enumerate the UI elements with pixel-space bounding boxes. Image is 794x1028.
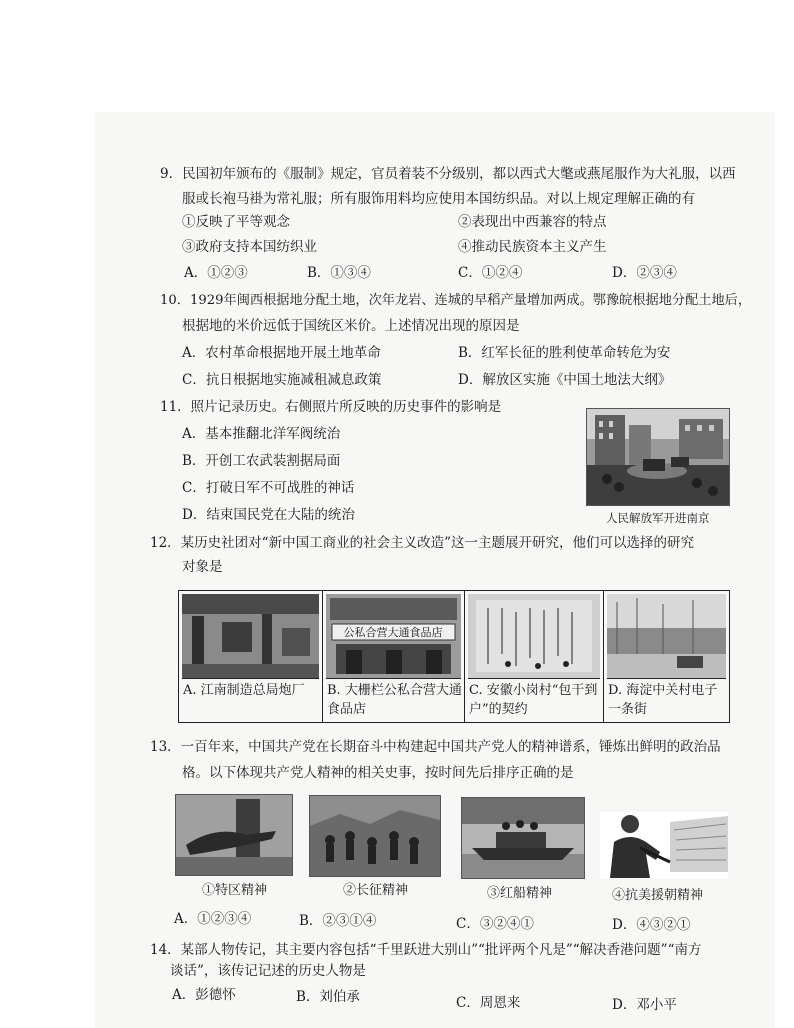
q12-option-c: C. 安徽小岗村“包干到户”的契约 [469,683,598,717]
q9-statement-2: ②表现出中西兼容的特点 [458,214,607,230]
q12-options-table [178,590,730,723]
q12-option-a-cell[interactable] [179,591,323,722]
q11-photo-caption: 人民解放军开进南京 [606,511,710,525]
q13-photo-1-label: ①特区精神 [202,883,268,898]
q11-option-a[interactable]: A．基本推翻北洋军阀统治 [182,426,341,442]
q12-photo-datong-store [326,594,461,679]
q12-photo-jiangnan-arsenal [182,594,319,679]
q14-option-c[interactable]: C．周恩来 [456,995,521,1011]
q13-option-d[interactable]: D．④③②① [612,917,691,933]
q11-photo-pla-nanjing [586,408,730,506]
q12-option-c-cell[interactable] [465,591,604,722]
q12-option-a: A. 江南制造总局炮厂 [183,683,305,698]
q9-option-c[interactable]: C．①②④ [458,265,523,281]
q12-photo-zhongguancun [607,594,726,679]
q13-photo-3-label: ③红船精神 [487,886,553,901]
q9-statement-1: ①反映了平等观念 [182,214,290,230]
q12-option-d-cell[interactable] [604,591,729,722]
q10-stem-line1: 10．1929年闽西根据地分配土地，次年龙岩、连城的早稻产量增加两成。鄂豫皖根据地分配土地后， [160,293,752,308]
q9-stem-line1: 9．民国初年颁布的《服制》规定，官员着装不分级别，都以西式大氅或燕尾服作为大礼服，以西 [160,166,736,182]
q13-photo-korea-war [600,812,728,878]
q12-option-b: B. 大栅栏公私合营大通食品店 [327,683,462,717]
q14-option-a[interactable]: A．彭德怀 [172,987,236,1003]
q13-photo-long-march [309,795,441,877]
q9-option-d[interactable]: D．②③④ [612,265,677,281]
q12-store-sign: 公私合营大通食品店 [343,626,443,639]
q10-option-c[interactable]: C．抗日根据地实施减租减息政策 [182,372,382,388]
q9-statement-4: ④推动民族资本主义产生 [458,239,607,255]
q13-option-c[interactable]: C．③②④① [456,916,534,932]
q12-option-b-cell[interactable] [323,591,465,722]
q14-stem-line2: 谈话”，该传记记述的历史人物是 [170,963,366,979]
q13-stem-line1: 13．一百年来，中国共产党在长期奋斗中构建起中国共产党人的精神谱系，锤炼出鲜明的政治品 [150,739,721,755]
q10-option-d[interactable]: D．解放区实施《中国土地法大纲》 [458,372,672,388]
q9-statement-3: ③政府支持本国纺织业 [182,239,317,255]
q13-stem-line2: 格。以下体现共产党人精神的相关史事，按时间先后排序正确的是 [182,765,574,781]
q12-stem-line2: 对象是 [182,559,223,575]
q10-option-b[interactable]: B．红军长征的胜利使革命转危为安 [458,345,671,361]
q14-stem-line1: 14．某部人物传记，其主要内容包括“千里跃进大别山”“批评两个凡是”“解决香港问题”“南方 [150,942,702,958]
q12-stem-line1: 12．某历史社团对“新中国工商业的社会主义改造”这一主题展开研究，他们可以选择的研究 [150,535,694,551]
q11-option-d[interactable]: D．结束国民党在大陆的统治 [182,507,355,523]
q11-option-b[interactable]: B．开创工农武装割据局面 [182,453,341,469]
q9-option-b[interactable]: B．①③④ [307,265,371,281]
q9-stem-line2: 服或长袍马褂为常礼服；所有服饰用料均应使用本国纺织品。对以上规定理解正确的有 [182,191,695,207]
q11-stem: 11．照片记录历史。右侧照片所反映的历史事件的影响是 [160,399,502,415]
q13-option-a[interactable]: A．①②③④ [174,911,252,927]
q13-photo-2-label: ②长征精神 [343,883,409,898]
q14-option-b[interactable]: B．刘伯承 [296,989,360,1005]
q9-option-a[interactable]: A．①②③ [184,265,248,281]
q10-option-a[interactable]: A．农村革命根据地开展土地革命 [182,345,381,361]
q11-option-c[interactable]: C．打破日军不可战胜的神话 [182,480,355,496]
q14-option-d[interactable]: D．邓小平 [612,997,677,1013]
q13-photo-red-boat [461,797,585,879]
q10-stem-line2: 根据地的米价远低于国统区米价。上述情况出现的原因是 [182,318,520,334]
q12-option-d: D. 海淀中关村电子一条街 [608,683,718,717]
q12-photo-xiaogang-contract [468,594,600,679]
q13-photo-special-zone [175,794,293,876]
q13-option-b[interactable]: B．②③①④ [299,913,377,929]
q13-photo-4-label: ④抗美援朝精神 [612,888,704,903]
